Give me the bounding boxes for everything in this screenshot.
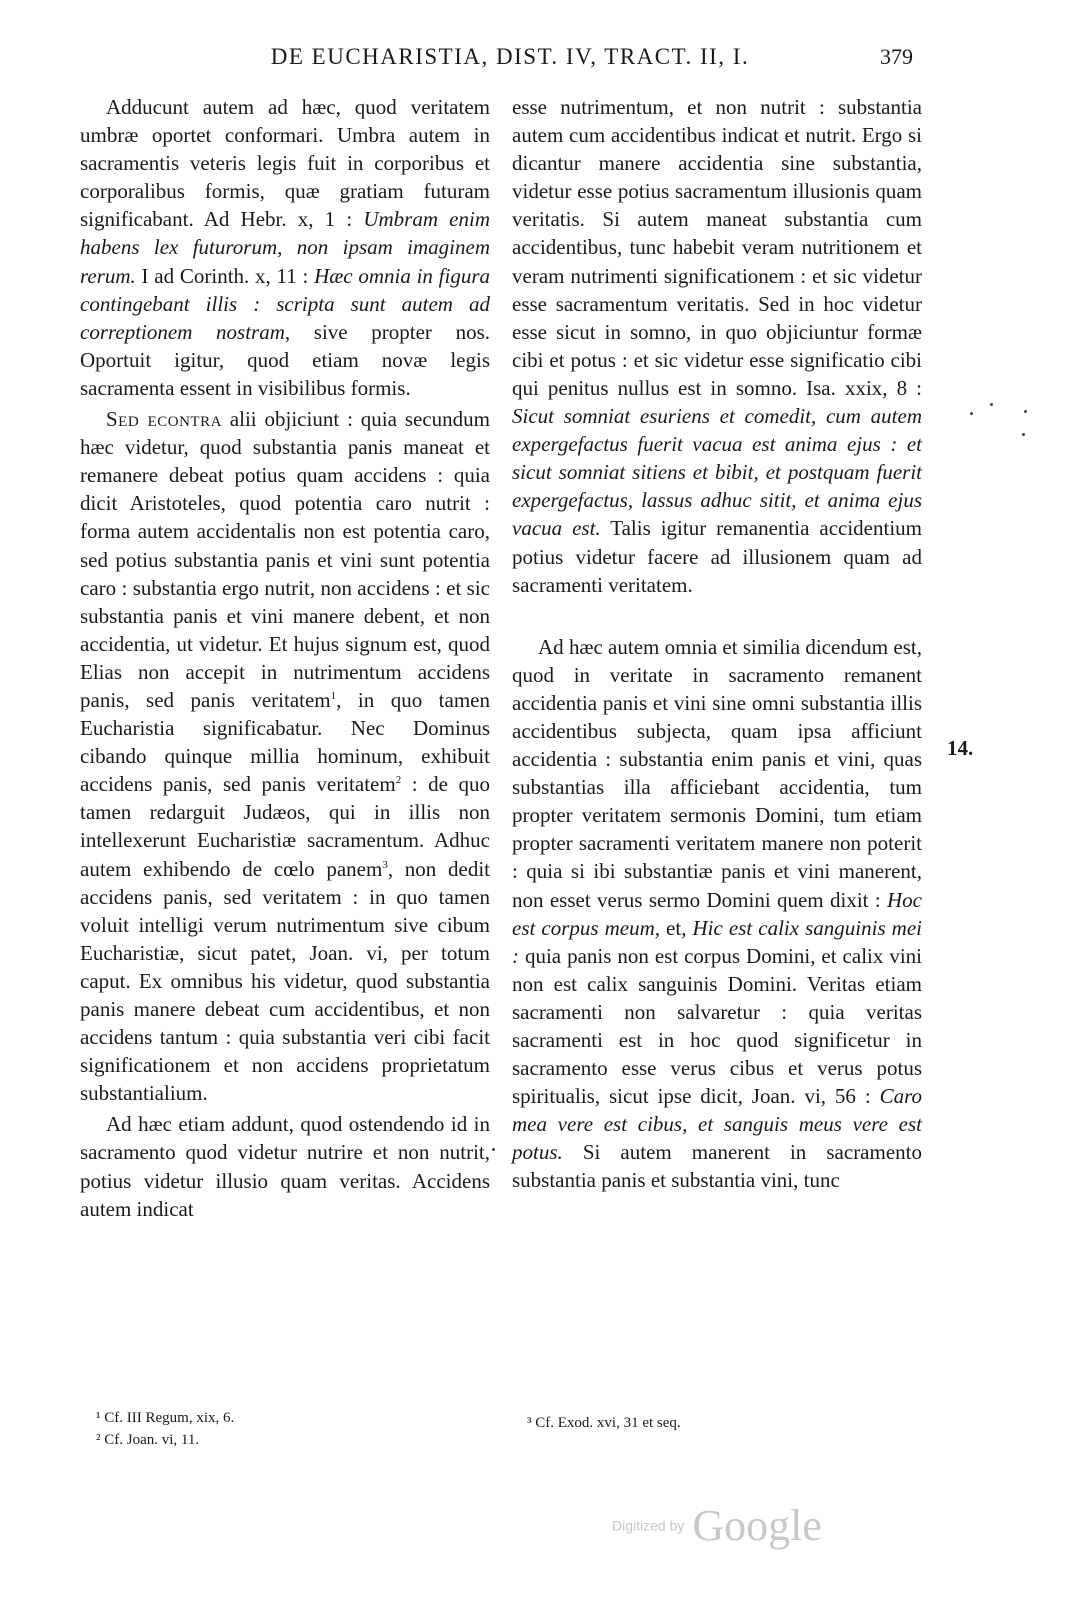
scan-speck (1024, 410, 1027, 413)
footnote-ref: 1 (330, 689, 337, 702)
right-column (512, 93, 922, 1195)
text-run: Ad hæc autem omnia et similia dicendum est, quod in veritate in sacramento remanent accidentia panis et vini sine omni substantia illis accidentibus subjecta, quam ipsa afficiunt accidentia : substantia enim panis et vini, quas substantias illa afficiebant accidentia, tum propter veritatem sermonis Domini, tum etiam propter sacramenti veritatem manere non poterit : quia si ibi substantiæ panis et vini manerent, non esset verus sermo Domini quem dixit : (512, 634, 922, 912)
page-number: 379 (880, 44, 913, 69)
footnote-1: ¹ Cf. III Regum, xix, 6. (96, 1410, 235, 1426)
footnote-3: ³ Cf. Exod. xvi, 31 et seq. (527, 1415, 681, 1431)
right-paragraph-2 (512, 633, 922, 1195)
footnote-ref: 2 (395, 774, 402, 787)
scan-speck (1022, 433, 1025, 436)
text-run: , in quo tamen Eucharistia significabatur. Nec Dominus cibando quinque millia hominum, exhibuit accidens panis, sed panis veritatem (80, 687, 490, 797)
italic-quotation: Hæc omnia in figura contingebant illis : scripta sunt autem ad correptionem nostram, (80, 263, 491, 344)
small-caps-text: Sed econtra (106, 407, 222, 432)
scan-speck (990, 403, 993, 406)
text-run: alii objiciunt : quia secundum hæc videtur, quod substantia panis maneat et remanere debeat potius quam accidens : quia dicit Aristoteles, quod potentia caro nutrit : forma autem accidentalis non est potentia caro, sed potius substantia panis et vini sunt potentia caro : substantia ergo nutrit, non accidens : et sic substantia panis et vini manere debent, et non accidentia, ut videtur. Et hujus signum est, quod Elias non accepit in nutrimentum accidens panis, sed panis veritatem (80, 407, 490, 712)
text-run: quia panis non est corpus Domini, et calix vini non est calix sanguinis Domini. Veritas etiam sacramenti non salvaretur : quia veritas sacramenti est in hoc quod significetur in sacramento esse verus cibus et verus potus spiritualis, sicut ipse dicit, Joan. vi, 56 : (512, 943, 922, 1109)
left-paragraph-2 (80, 405, 490, 1107)
google-logo: Google (692, 1501, 822, 1550)
scan-speck (970, 412, 973, 415)
italic-quotation: Caro mea vere est cibus, et sanguis meus vere est potus. (512, 1084, 922, 1165)
footnote-ref: 3 (382, 858, 388, 871)
italic-quotation: Umbram enim habens lex futurorum, non ipsam imaginem rerum. (80, 207, 490, 288)
italic-quotation: Hic est calix sanguinis mei : (512, 915, 923, 968)
right-paragraph-1 (512, 93, 922, 599)
scan-speck (492, 1148, 495, 1151)
running-head: DE EUCHARISTIA, DIST. IV, TRACT. II, I. (270, 44, 750, 69)
text-run: , non dedit accidens panis, sed veritatem : in quo tamen voluit intelligi verum nutrimentum sive cibum Eucharistiæ, sicut patet, Joan. vi, per totum caput. Ex omnibus his videtur, quod substantia panis manere debeat cum accidentibus, et non accidens tantum : quia substantia veri cibi facit significationem et non accidens proprietatum substantialium. (80, 856, 491, 1106)
text-run: et, (660, 915, 693, 940)
google-watermark (612, 1500, 822, 1551)
left-column (80, 93, 490, 1223)
margin-section-number: 14. (947, 736, 974, 760)
footnote-2: ² Cf. Joan. vi, 11. (96, 1432, 200, 1448)
text-run: : de quo tamen redarguit Judæos, qui in illis non intellexerunt Eucharistiæ sacramentum. Adhuc autem exhibendo de cœlo panem (80, 772, 490, 881)
text-run: esse nutrimentum, et non nutrit : substantia autem cum accidentibus indicat et nutrit. Ergo si dicantur manere accidentia sine substantia, videtur esse potius sacramentum illusionis quam veritatis. Si autem maneat substantia cum accidentibus, tunc habebit veram nutritionem et veram nutrimenti significationem : et sic videtur esse sacramentum veritatis. Sed in hoc videtur esse sicut in somno, in quo objiciuntur formæ cibi et potus : et sic videtur esse significatio cibi qui penitus nullus est in somno. Isa. xxix, 8 : (512, 95, 922, 400)
text-run: Talis igitur remanentia accidentium potius videtur facere ad illusionem quam ad sacramenti veritatem. (512, 516, 922, 597)
italic-quotation: Hoc est corpus meum, (512, 887, 922, 940)
left-paragraph-1 (80, 93, 490, 402)
text-run: Ad hæc etiam addunt, quod ostendendo id in sacramento quod videtur nutrire et non nutrit, potius videtur illusio quam veritas. Accidens autem indicat (80, 1112, 490, 1221)
text-run: I ad Corinth. x, 11 : (135, 263, 315, 288)
left-paragraph-3 (80, 1110, 490, 1222)
text-run: sive propter nos. Oportuit igitur, quod etiam novæ legis sacramenta essent in visibilibus formis. (80, 319, 490, 400)
text-run: Si autem manerent in sacramento substantia panis et substantia vini, tunc (512, 1140, 922, 1193)
text-run: Adducunt autem ad hæc, quod veritatem umbræ oportet conformari. Umbra autem in sacramentis veteris legis fuit in corporibus et corporalibus formis, quæ gratiam futuram significabant. Ad Hebr. x, 1 : (80, 95, 490, 232)
italic-quotation: Sicut somniat esuriens et comedit, cum autem expergefactus fuerit vacua est anima ejus : et sicut somniat sitiens et bibit, et postquam fuerit expergefactus, lassus adhuc sitit, et anima ejus vacua est. (512, 404, 922, 541)
watermark-digitized-text: Digitized by (612, 1517, 685, 1534)
